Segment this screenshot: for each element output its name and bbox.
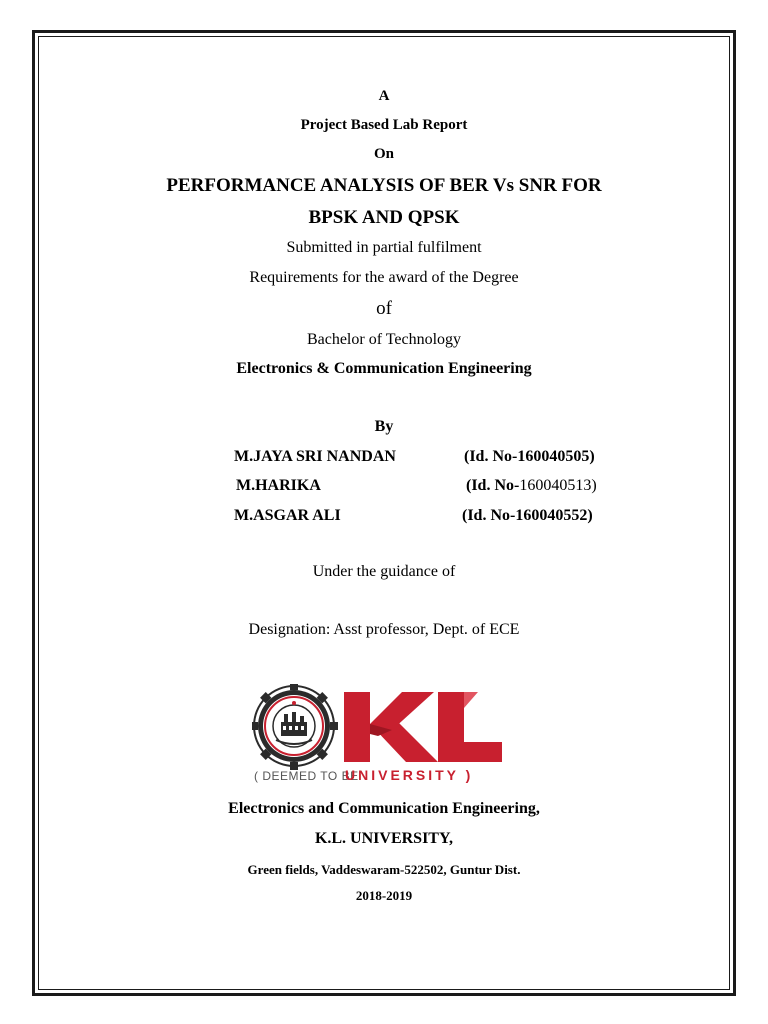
author-name: M.JAYA SRI NANDAN [234, 448, 396, 465]
report-type: Project Based Lab Report [300, 117, 468, 133]
k-letter-icon [344, 692, 438, 762]
of-text: of [376, 298, 392, 319]
title-line-2: BPSK AND QPSK [308, 207, 460, 228]
author-id: (Id. No-160040552) [462, 507, 593, 524]
logo-tagline-right: UNIVERSITY ) [345, 767, 474, 783]
line-a: A [378, 88, 390, 104]
submitted-text: Submitted in partial fulfilment [286, 239, 482, 256]
author-name: M.HARIKA [236, 477, 321, 494]
branch-text: Electronics & Communication Engineering [236, 360, 532, 377]
footer-year: 2018-2019 [355, 888, 413, 903]
footer-university: K.L. UNIVERSITY, [314, 830, 454, 847]
guidance-text: Under the guidance of [312, 563, 456, 580]
author-id: (Id. No-160040513) [466, 477, 597, 494]
kl-university-logo-icon [252, 684, 514, 786]
l-letter-icon [438, 692, 502, 762]
footer-dept: Electronics and Communication Engineering, [228, 800, 540, 817]
by-text: By [374, 418, 394, 435]
designation-text: Designation: Asst professor, Dept. of ECE [248, 621, 520, 638]
logo-tagline-left: ( DEEMED TO BE [254, 769, 359, 783]
title-line-1: PERFORMANCE ANALYSIS OF BER Vs SNR FOR [166, 175, 602, 196]
degree-text: Bachelor of Technology [306, 331, 462, 348]
footer-address: Green fields, Vaddeswaram-522502, Guntur Dist. [247, 862, 521, 877]
seal-icon [252, 684, 338, 770]
author-name: M.ASGAR ALI [234, 507, 341, 524]
author-id: (Id. No-160040505) [464, 448, 595, 465]
line-on: On [373, 146, 394, 162]
requirements-text: Requirements for the award of the Degree [249, 269, 519, 286]
kl-university-logo [252, 684, 514, 786]
